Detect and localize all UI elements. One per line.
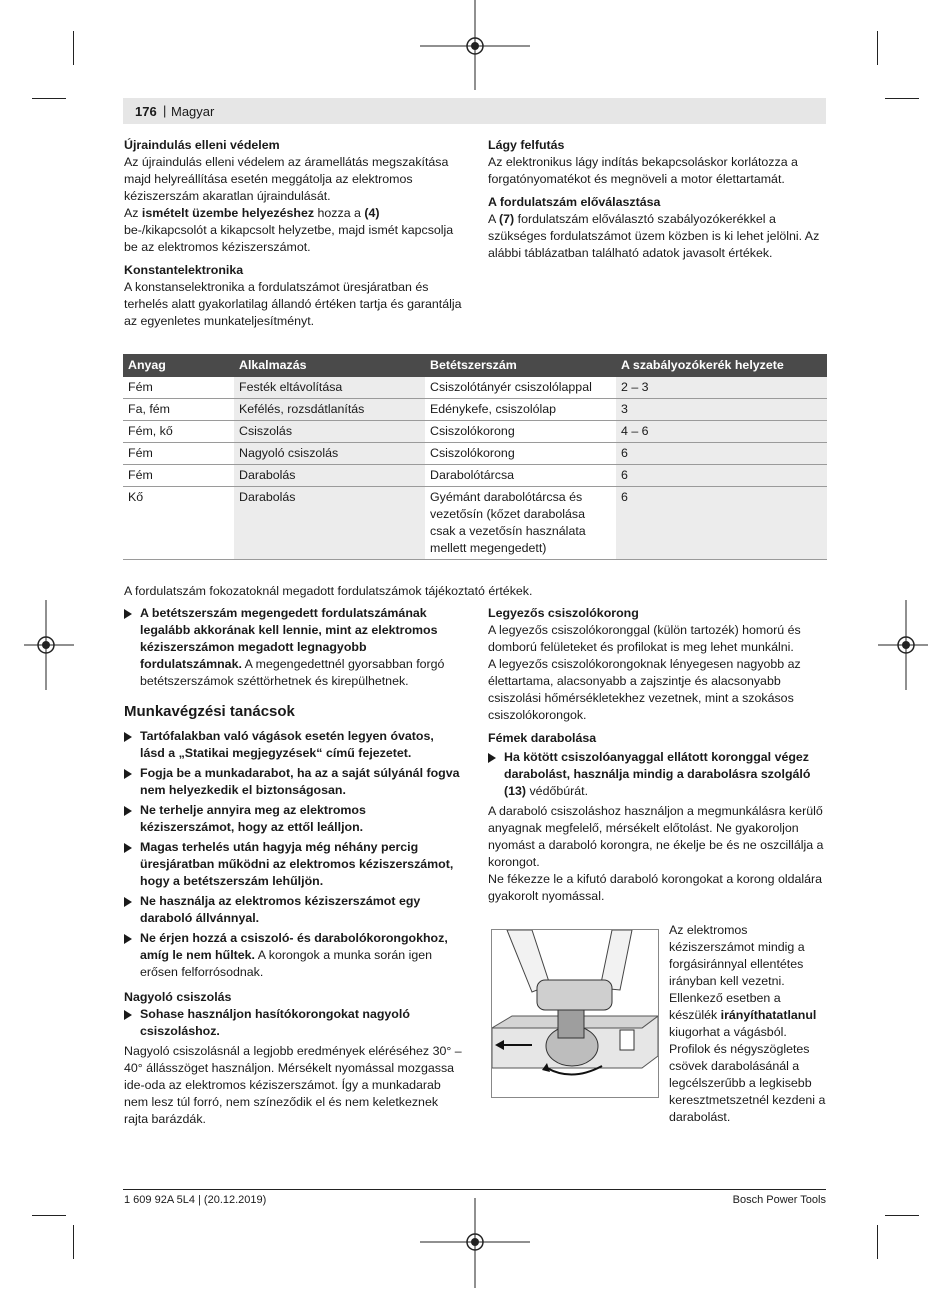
metal-cutting-title: Fémek darabolása	[488, 731, 597, 745]
table-cell: Fém	[123, 377, 234, 399]
restart-protection-text-2: Az ismételt üzembe helyezéshez hozza a (4) be-/kikapcsolót a kikapcsolt helyzetbe, majd ismét kapcsolja be az elektromos kéziszerszámot.	[124, 206, 454, 254]
bullet-triangle-icon	[124, 1010, 132, 1020]
work-tips-heading: Munkavégzési tanácsok	[124, 703, 295, 720]
table-cell: Csiszolás	[234, 421, 425, 443]
table-row	[123, 421, 827, 443]
table-cell: Csiszolókorong	[425, 443, 616, 465]
table-cell: Fa, fém	[123, 399, 234, 421]
metal-cutting-text-2: Ne fékezze le a kifutó daraboló korongokat a korong oldalára gyakorolt nyomással.	[488, 872, 823, 903]
bullet-triangle-icon	[124, 769, 132, 779]
registration-mark-left-icon	[24, 600, 74, 690]
bullet-triangle-icon	[488, 753, 496, 763]
cutting-illustration	[491, 929, 659, 1098]
footer-brand: Bosch Power Tools	[732, 1194, 826, 1206]
soft-start-title: Lágy felfutás	[488, 138, 565, 152]
table-header-cell: Alkalmazás	[234, 354, 425, 377]
speed-preselection-title: A fordulatszám előválasztása	[488, 195, 661, 209]
table-footnote: A fordulatszám fokozatoknál megadott fordulatszámok tájékoztató értékek.	[124, 584, 533, 598]
right-top-column	[488, 137, 826, 262]
table-cell: Darabolótárcsa	[425, 465, 616, 487]
table-header-cell: A szabályozókerék helyzete	[616, 354, 827, 377]
soft-start-text: Az elektronikus lágy indítás bekapcsoláskor korlátozza a forgatónyomatékot és megnöveli a motor élettartamát.	[488, 155, 798, 186]
bullet-triangle-icon	[124, 732, 132, 742]
footer-divider	[123, 1189, 826, 1190]
flap-disc-text-2: A legyezős csiszolókorongoknak lényegesen nagyobb az élettartama, alacsonyabb a zajszintje és alacsonyabb csiszolási hőmérsékletekhez vezetnek, mint a szokásos csiszolókorongok.	[488, 657, 801, 722]
table-row	[123, 377, 827, 399]
right-bottom-column	[488, 605, 826, 905]
flap-disc-text: A legyezős csiszolókoronggal (külön tartozék) homorú és domború felületeket és profilokat is meg lehet munkálni.	[488, 623, 801, 654]
table-header-cell: Betétszerszám	[425, 354, 616, 377]
speed-preselection-text: A (7) fordulatszám előválasztó szabályozókerékkel a szükséges fordulatszámot üzem közben is ki lehet jelölni. Az alábbi táblázatban található adatok javasolt értékek.	[488, 212, 820, 260]
figure-caption	[669, 922, 827, 1126]
bullet-triangle-icon	[124, 843, 132, 853]
flap-disc-title: Legyezős csiszolókorong	[488, 606, 639, 620]
bullet-triangle-icon	[124, 806, 132, 816]
table-cell: Darabolás	[234, 465, 425, 487]
bullet-triangle-icon	[124, 934, 132, 944]
table-cell: 4 – 6	[616, 421, 827, 443]
figure-caption-text-2: Profilok és négyszögletes csövek darabolásánál a legcélszerűbb a legkisebb keresztmetszetnél kezdeni a darabolást.	[669, 1042, 826, 1124]
table-cell: 6	[616, 465, 827, 487]
registration-mark-top-icon	[420, 0, 530, 90]
table-cell: Darabolás	[234, 487, 425, 560]
bullet-triangle-icon	[124, 609, 132, 619]
table-cell: Fém	[123, 465, 234, 487]
table-header-row	[123, 354, 827, 377]
list-item: Fogja be a munkadarabot, ha az a saját súlyánál fogva nem helyezkedik el biztonságosan.	[124, 765, 462, 799]
footer-doc-number: 1 609 92A 5L4 | (20.12.2019)	[124, 1194, 267, 1206]
list-item: Magas terhelés után hagyja még néhány percig üresjáratban működni az elektromos kéziszerszámot, hogy a betétszerszám lehűljön.	[124, 839, 462, 890]
table-row	[123, 399, 827, 421]
cutting-direction-icon	[492, 930, 658, 1097]
table-row	[123, 487, 827, 560]
registration-mark-bottom-icon	[420, 1198, 530, 1288]
registration-mark-right-icon	[878, 600, 928, 690]
rough-grinding-title: Nagyoló csiszolás	[124, 990, 232, 1004]
table-cell: 6	[616, 487, 827, 560]
table-row	[123, 443, 827, 465]
page-number: 176	[135, 104, 157, 119]
table-cell: Kő	[123, 487, 234, 560]
constant-electronics-text: A konstanselektronika a fordulatszámot üresjáratban és terhelés alatt gyakorlatilag állandó értéken tartja és garantálja az egyenletes munkateljesítményt.	[124, 280, 462, 328]
restart-protection-text: Az újraindulás elleni védelem az áramellátás megszakítása majd helyreállítása esetén meggátolja az elektromos kéziszerszám akaratlan újraindulását.	[124, 155, 449, 203]
table-cell: Fém, kő	[123, 421, 234, 443]
metal-cutting-text: A daraboló csiszoláshoz használjon a megmunkálásra kerülő anyagnak megfelelő, mérsékelt előtolást. Ne gyakoroljon nyomást a daraboló korongra, ne ékelje be és ne oszcillálja a korongot.	[488, 804, 824, 869]
table-cell: Nagyoló csiszolás	[234, 443, 425, 465]
table-header-cell: Anyag	[123, 354, 234, 377]
bullet-triangle-icon	[124, 897, 132, 907]
list-item: Tartófalakban való vágások esetén legyen óvatos, lásd a „Statikai megjegyzések“ című fejezetet.	[124, 728, 462, 762]
table-cell: Csiszolótányér csiszolólappal	[425, 377, 616, 399]
table-cell: Kefélés, rozsdátlanítás	[234, 399, 425, 421]
restart-protection-title: Újraindulás elleni védelem	[124, 138, 280, 152]
left-bottom-column	[124, 605, 462, 1128]
list-item: Ne terhelje annyira meg az elektromos kéziszerszámot, hogy az ettől leálljon.	[124, 802, 462, 836]
table-row	[123, 465, 827, 487]
rough-grinding-text: Nagyoló csiszolásnál a legjobb eredmények eléréséhez 30° – 40° állásszöget használjon. Mérsékelt nyomással mozgassa ide-oda az elektromos kéziszerszámot. Így a munkadarab nem lesz túl forró, nem színeződik el és nem keletkeznek rajta barázdák.	[124, 1044, 462, 1126]
table-cell: Festék eltávolítása	[234, 377, 425, 399]
table-cell: 2 – 3	[616, 377, 827, 399]
table-cell: Edénykefe, csiszolólap	[425, 399, 616, 421]
header-language: Magyar	[171, 104, 215, 119]
left-top-column	[124, 137, 462, 330]
figure-caption-text: Az elektromos kéziszerszámot mindig a forgásiránnyal ellentétes irányban kell vezetni. Ellenkező esetben a készülék irányíthatatlanul kiugorhat a vágásból.	[669, 923, 817, 1039]
table-cell: 3	[616, 399, 827, 421]
table-cell: 6	[616, 443, 827, 465]
header-separator: |	[163, 103, 167, 118]
list-item: A betétszerszám megengedett fordulatszámának legalább akkorának kell lennie, mint az elektromos kéziszerszámon megadott legnagyobb fordulatszámnak. A megengedettnél gyorsabban forgó betétszerszámok széttörhetnek és kirepülhetnek.	[124, 605, 462, 690]
page-header	[123, 98, 826, 124]
list-item: Ha kötött csiszolóanyaggal ellátott koronggal végez darabolást, használja mindig a darabolásra szolgáló (13) védőbúrát.	[488, 749, 826, 800]
constant-electronics-title: Konstantelektronika	[124, 263, 244, 277]
list-item: Sohase használjon hasítókorongokat nagyoló csiszoláshoz.	[124, 1006, 462, 1040]
table-cell: Fém	[123, 443, 234, 465]
speed-table	[123, 354, 827, 560]
table-cell: Gyémánt darabolótárcsa és vezetősín (kőzet darabolása csak a vezetősín használata mellett megengedett)	[425, 487, 616, 560]
list-item: Ne érjen hozzá a csiszoló- és darabolókorongokhoz, amíg le nem hűltek. A korongok a munka során igen erősen felforrósodnak.	[124, 930, 462, 981]
list-item: Ne használja az elektromos kéziszerszámot egy daraboló állvánnyal.	[124, 893, 462, 927]
table-cell: Csiszolókorong	[425, 421, 616, 443]
